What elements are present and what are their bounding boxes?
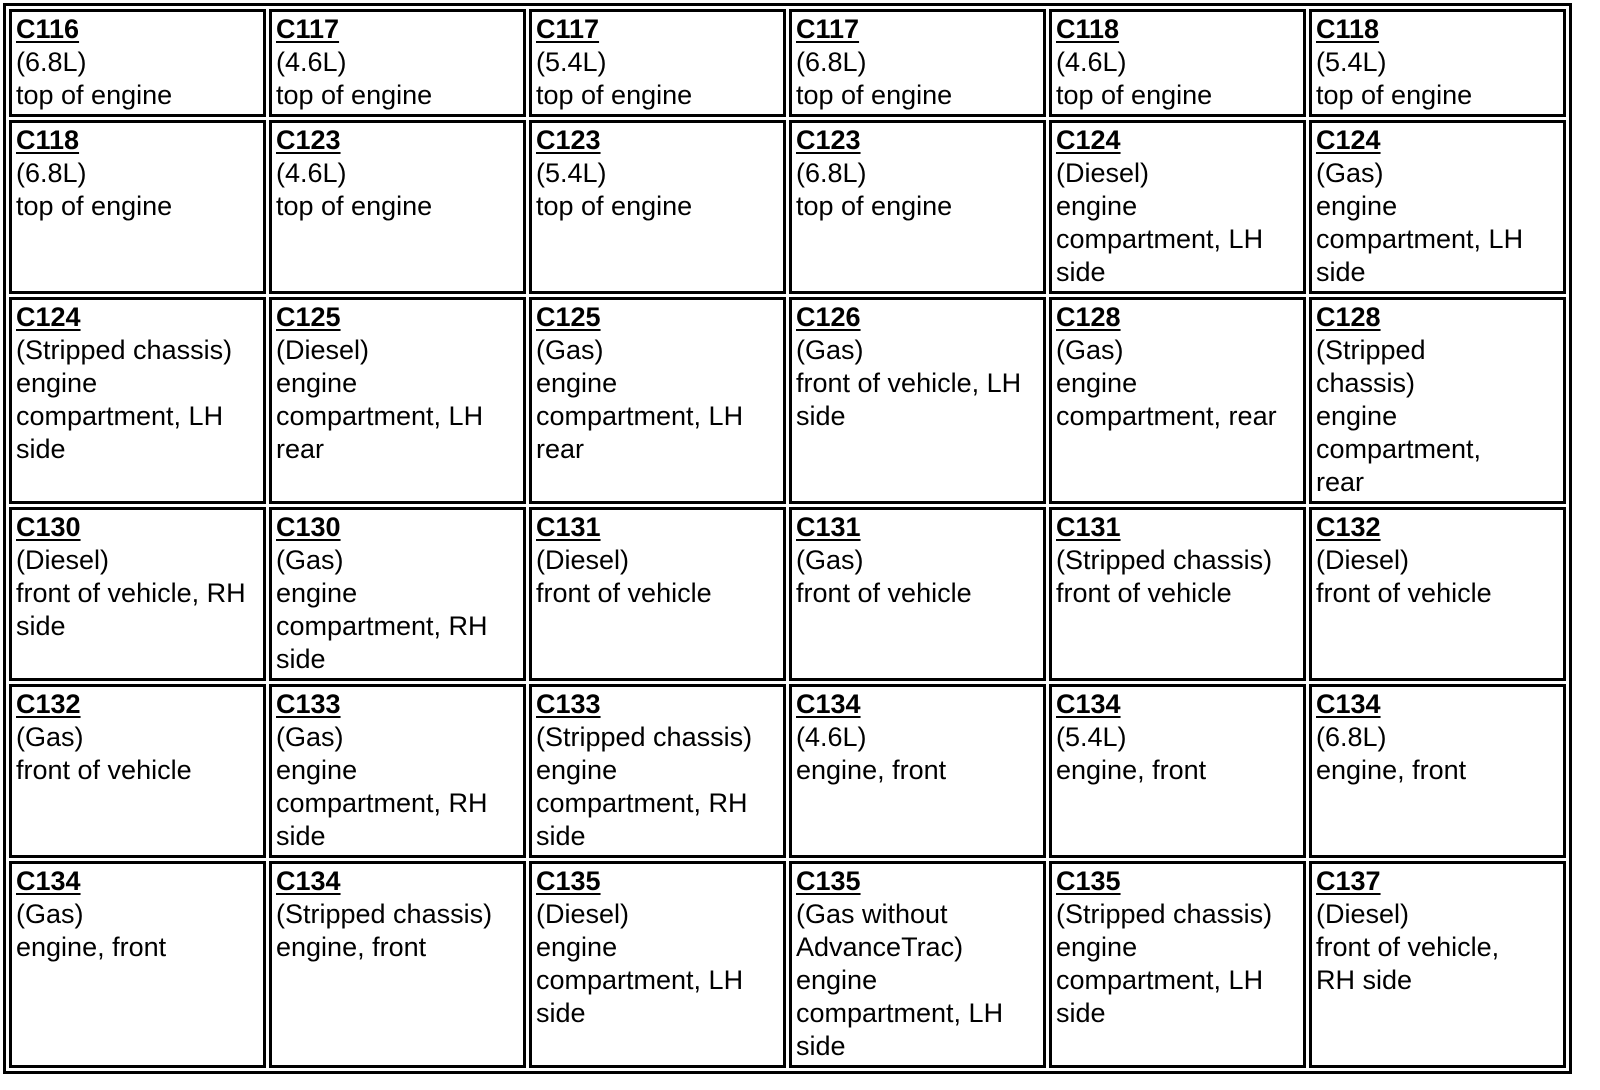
connector-link[interactable]: C124	[16, 302, 81, 332]
connector-link[interactable]: C134	[1316, 689, 1381, 719]
table-cell	[789, 297, 1046, 504]
table-row	[9, 297, 1566, 504]
table-cell	[529, 684, 786, 858]
table-cell	[529, 861, 786, 1068]
connector-link[interactable]: C123	[536, 125, 601, 155]
table-cell	[269, 684, 526, 858]
table-cell	[1049, 861, 1306, 1068]
table-cell	[789, 120, 1046, 294]
table-cell	[789, 861, 1046, 1068]
connector-location-text: (Diesel) front of vehicle	[1316, 545, 1492, 608]
connector-location-text: (Diesel) engine compartment, LH rear	[276, 335, 484, 464]
connector-link[interactable]: C128	[1056, 302, 1121, 332]
connector-location-text: (Gas) engine compartment, RH side	[276, 722, 488, 851]
connector-location-text: (4.6L) top of engine	[1056, 47, 1213, 110]
table-cell	[789, 684, 1046, 858]
table-cell	[529, 9, 786, 117]
connector-location-text: (Diesel) engine compartment, LH side	[536, 899, 744, 1028]
connector-link[interactable]: C132	[1316, 512, 1381, 542]
connector-location-text: (4.6L) top of engine	[276, 158, 433, 221]
connector-link[interactable]: C135	[1056, 866, 1121, 896]
connector-location-text: (Stripped chassis) front of vehicle	[1056, 545, 1273, 608]
table-cell	[1309, 120, 1566, 294]
connector-link[interactable]: C123	[276, 125, 341, 155]
connector-location-text: (5.4L) top of engine	[1316, 47, 1473, 110]
connector-location-text: (5.4L) top of engine	[536, 47, 693, 110]
connector-link[interactable]: C133	[276, 689, 341, 719]
connector-link[interactable]: C125	[276, 302, 341, 332]
table-cell	[1049, 507, 1306, 681]
connector-location-text: (Diesel) front of vehicle, RH side	[1316, 899, 1500, 995]
table-cell	[529, 297, 786, 504]
connector-location-text: (6.8L) top of engine	[16, 158, 173, 221]
connector-location-text: (Gas) front of vehicle, LH side	[796, 335, 1022, 431]
connector-link[interactable]: C117	[796, 14, 860, 44]
table-cell	[9, 861, 266, 1068]
table-cell	[269, 297, 526, 504]
connector-location-text: (6.8L) top of engine	[16, 47, 173, 110]
table-cell	[1309, 684, 1566, 858]
table-cell	[9, 9, 266, 117]
table-row	[9, 684, 1566, 858]
connector-location-text: (Stripped chassis) engine compartment, rear	[1316, 335, 1482, 497]
connector-link[interactable]: C134	[276, 866, 341, 896]
connector-location-text: (6.8L) top of engine	[796, 47, 953, 110]
connector-link[interactable]: C118	[1316, 14, 1380, 44]
connector-link[interactable]: C131	[796, 512, 861, 542]
connector-link[interactable]: C130	[276, 512, 341, 542]
table-cell	[269, 861, 526, 1068]
connector-link[interactable]: C135	[796, 866, 861, 896]
table-cell	[9, 507, 266, 681]
table-row	[9, 507, 1566, 681]
connector-location-text: (Gas without AdvanceTrac) engine compartment, LH side	[796, 899, 1004, 1061]
table-cell	[789, 9, 1046, 117]
connector-link[interactable]: C128	[1316, 302, 1381, 332]
table-cell	[529, 507, 786, 681]
table-cell	[269, 120, 526, 294]
connector-location-text: (Gas) engine compartment, LH rear	[536, 335, 744, 464]
connector-link[interactable]: C135	[536, 866, 601, 896]
table-cell	[789, 507, 1046, 681]
connector-link[interactable]: C134	[796, 689, 861, 719]
connector-location-text: (Diesel) front of vehicle	[536, 545, 712, 608]
connector-link[interactable]: C130	[16, 512, 81, 542]
connector-location-text: (Stripped chassis) engine compartment, LH side	[1056, 899, 1273, 1028]
connector-link[interactable]: C133	[536, 689, 601, 719]
table-cell	[9, 120, 266, 294]
connector-link[interactable]: C118	[16, 125, 80, 155]
connector-link[interactable]: C131	[536, 512, 601, 542]
connector-link[interactable]: C124	[1056, 125, 1121, 155]
connector-location-text: (Diesel) engine compartment, LH side	[1056, 158, 1264, 287]
table-cell	[1049, 297, 1306, 504]
table-cell	[529, 120, 786, 294]
connector-location-table	[3, 3, 1572, 1074]
table-row	[9, 120, 1566, 294]
connector-location-text: (5.4L) engine, front	[1056, 722, 1207, 785]
table-cell	[1309, 297, 1566, 504]
connector-location-text: (Stripped chassis) engine compartment, LH side	[16, 335, 233, 464]
table-cell	[269, 9, 526, 117]
connector-location-text: (Gas) engine compartment, RH side	[276, 545, 488, 674]
connector-link[interactable]: C134	[16, 866, 81, 896]
connector-link[interactable]: C134	[1056, 689, 1121, 719]
table-cell	[1049, 120, 1306, 294]
connector-location-text: (6.8L) engine, front	[1316, 722, 1467, 785]
connector-link[interactable]: C116	[16, 14, 80, 44]
connector-link[interactable]: C131	[1056, 512, 1121, 542]
connector-location-text: (Stripped chassis) engine, front	[276, 899, 493, 962]
table-cell	[1309, 861, 1566, 1068]
connector-link[interactable]: C126	[796, 302, 861, 332]
table-row	[9, 861, 1566, 1068]
connector-location-text: (Stripped chassis) engine compartment, RH side	[536, 722, 753, 851]
table-cell	[1049, 684, 1306, 858]
connector-location-text: (Gas) front of vehicle	[16, 722, 192, 785]
connector-link[interactable]: C132	[16, 689, 81, 719]
connector-location-text: (Gas) engine, front	[16, 899, 167, 962]
connector-location-text: (Gas) engine compartment, rear	[1056, 335, 1277, 431]
table-cell	[1309, 9, 1566, 117]
table-cell	[9, 297, 266, 504]
connector-link[interactable]: C123	[796, 125, 861, 155]
connector-link[interactable]: C117	[276, 14, 340, 44]
connector-link[interactable]: C125	[536, 302, 601, 332]
connector-location-text: (Gas) engine compartment, LH side	[1316, 158, 1524, 287]
table-cell	[269, 507, 526, 681]
table-cell	[1309, 507, 1566, 681]
connector-link[interactable]: C124	[1316, 125, 1381, 155]
connector-link[interactable]: C118	[1056, 14, 1120, 44]
table-row	[9, 9, 1566, 117]
connector-link[interactable]: C137	[1316, 866, 1381, 896]
table-cell	[1049, 9, 1306, 117]
connector-location-text: (Gas) front of vehicle	[796, 545, 972, 608]
connector-location-text: (6.8L) top of engine	[796, 158, 953, 221]
connector-link[interactable]: C117	[536, 14, 600, 44]
connector-table-body	[9, 9, 1566, 1068]
connector-location-text: (Diesel) front of vehicle, RH side	[16, 545, 246, 641]
connector-location-text: (4.6L) top of engine	[276, 47, 433, 110]
table-cell	[9, 684, 266, 858]
connector-location-text: (5.4L) top of engine	[536, 158, 693, 221]
connector-location-text: (4.6L) engine, front	[796, 722, 947, 785]
